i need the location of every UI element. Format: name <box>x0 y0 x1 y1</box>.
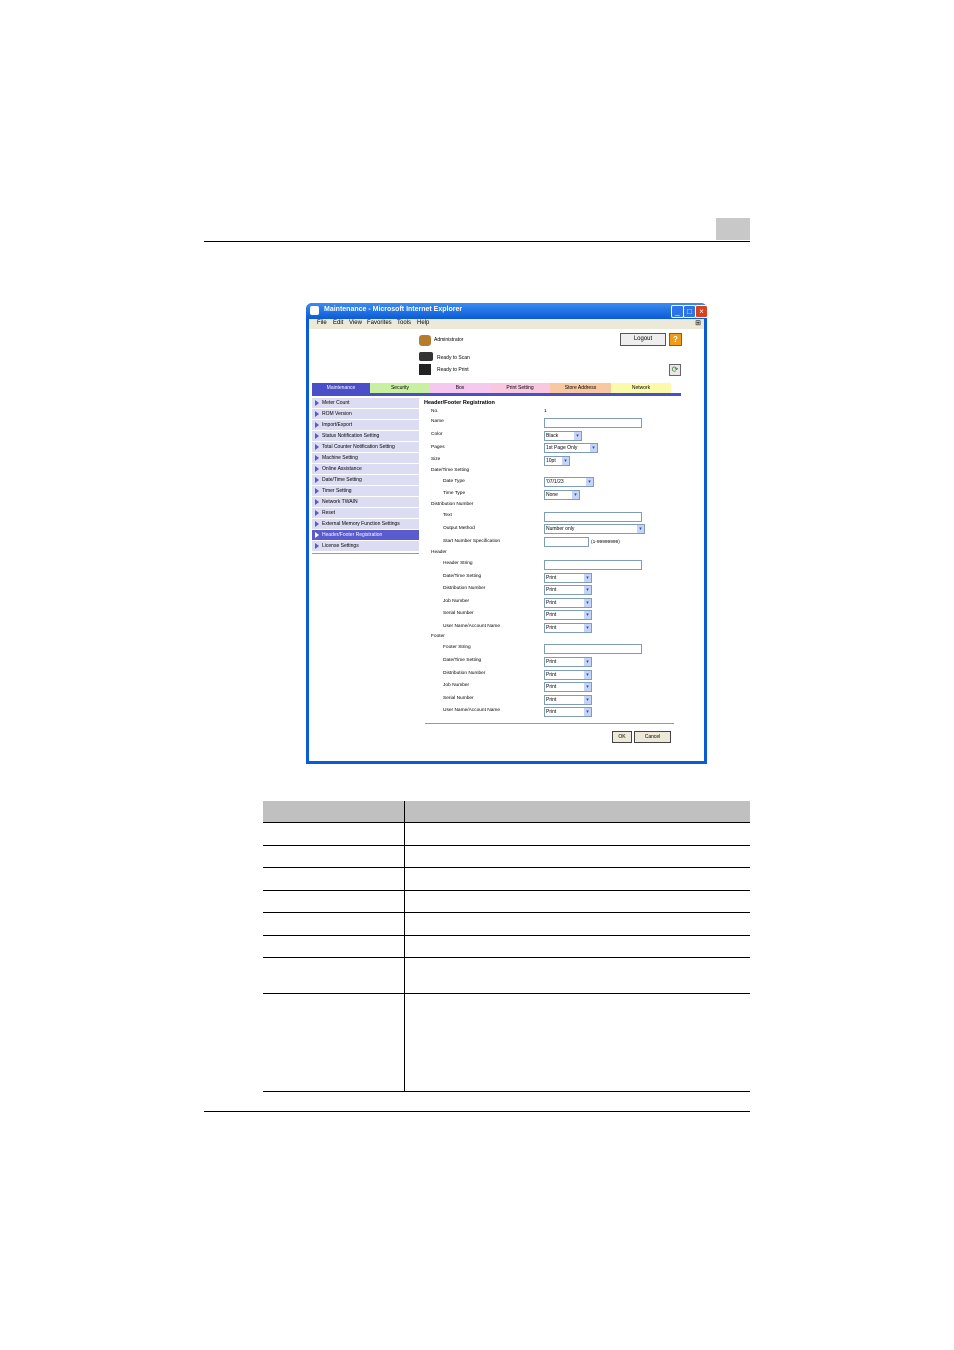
ok-button[interactable]: OK <box>612 731 632 743</box>
header-serial-number-select[interactable]: Print ▾ <box>544 610 592 620</box>
sidebar-item-import-export[interactable]: Import/Export <box>312 420 419 431</box>
footer-distribution-select[interactable]: Print ▾ <box>544 670 592 680</box>
footer-serial-number-label: Serial Number <box>443 696 474 701</box>
minimize-button[interactable]: _ <box>671 305 684 318</box>
header-distribution-select[interactable]: Print ▾ <box>544 585 592 595</box>
distribution-section: Distribution Number <box>431 502 474 507</box>
sidebar-item-online-assistance[interactable]: Online Assistance <box>312 464 419 475</box>
header-job-number-label: Job Number <box>443 599 470 604</box>
table-row <box>263 1091 750 1092</box>
table-row <box>263 845 750 846</box>
tab-network[interactable]: Network <box>611 383 671 393</box>
no-label: No. <box>431 409 439 414</box>
text-label: Text <box>443 513 452 518</box>
sidebar-item-rom-version[interactable]: ROM Version <box>312 409 419 420</box>
time-type-select[interactable]: None ▾ <box>544 490 580 500</box>
print-status: Ready to Print <box>437 367 469 373</box>
sidebar-item-total-counter[interactable]: Total Counter Notification Setting <box>312 442 419 453</box>
footer-user-name-label: User Name/Account Name <box>443 708 501 713</box>
refresh-icon[interactable]: ⟳ <box>669 364 681 376</box>
footer-job-number-select[interactable]: Print ▾ <box>544 682 592 692</box>
sidebar-item-meter-count[interactable]: Meter Count <box>312 398 419 409</box>
pages-label: Pages <box>431 445 445 450</box>
start-number-label: Start Number Specification <box>443 539 501 544</box>
start-number-range: (1-99999999) <box>591 540 620 545</box>
tab-store-address[interactable]: Store Address <box>550 383 611 393</box>
footer-section: Footer <box>431 634 445 639</box>
scanner-icon <box>419 352 433 361</box>
close-button[interactable]: × <box>695 305 707 318</box>
sidebar-item-header-footer[interactable]: Header/Footer Registration <box>312 530 419 541</box>
header-section: Header <box>431 550 447 555</box>
sidebar-item-license-settings[interactable]: License Settings <box>312 541 419 552</box>
time-type-label: Time Type <box>443 491 466 496</box>
header-string-label: Header String <box>443 561 473 566</box>
menu-bar <box>309 319 704 329</box>
web-content <box>309 329 704 761</box>
sidebar-divider <box>312 553 419 554</box>
scan-status: Ready to Scan <box>437 355 470 361</box>
footer-distribution-label: Distribution Number <box>443 671 486 676</box>
footer-rule <box>204 1111 750 1112</box>
sidebar-item-status-notification[interactable]: Status Notification Setting <box>312 431 419 442</box>
pages-select[interactable]: 1st Page Only ▾ <box>544 443 598 453</box>
size-label: Size <box>431 457 441 462</box>
sidebar-item-reset[interactable]: Reset <box>312 508 419 519</box>
color-label: Color <box>431 432 443 437</box>
header-date-time-label: Date/Time Setting <box>443 574 482 579</box>
sidebar-item-timer-setting[interactable]: Timer Setting <box>312 486 419 497</box>
table-row <box>263 912 750 913</box>
menu-help[interactable]: Help <box>417 320 430 326</box>
start-number-input[interactable] <box>544 537 589 547</box>
browser-window <box>306 303 707 764</box>
header-string-input[interactable] <box>544 560 642 570</box>
menu-file[interactable]: File <box>317 320 327 326</box>
logout-button[interactable]: Logout <box>620 333 666 346</box>
tab-print-setting[interactable]: Print Setting <box>490 383 550 393</box>
cancel-button[interactable]: Cancel <box>634 731 671 743</box>
windows-flag-icon: ⊞ <box>693 319 703 329</box>
sidebar-item-machine-setting[interactable]: Machine Setting <box>312 453 419 464</box>
name-input[interactable] <box>544 418 642 428</box>
date-type-select[interactable]: '07/1/23 ▾ <box>544 477 594 487</box>
text-input[interactable] <box>544 512 642 522</box>
header-date-time-select[interactable]: Print ▾ <box>544 573 592 583</box>
window-title: Maintenance - Microsoft Internet Explorer <box>324 306 463 313</box>
size-select[interactable]: 10pt ▾ <box>544 456 570 466</box>
footer-string-label: Footer String <box>443 645 471 650</box>
form-divider <box>425 723 674 724</box>
header-user-name-select[interactable]: Print ▾ <box>544 623 592 633</box>
table-row <box>263 935 750 936</box>
tab-underline <box>312 393 681 396</box>
sidebar-item-date-time[interactable]: Date/Time Setting <box>312 475 419 486</box>
maximize-button[interactable]: □ <box>683 305 696 318</box>
ie-app-icon <box>310 306 319 315</box>
table-row <box>263 890 750 891</box>
name-label: Name <box>431 419 444 424</box>
tab-box[interactable]: Box <box>430 383 490 393</box>
footer-user-name-select[interactable]: Print ▾ <box>544 707 592 717</box>
header-job-number-select[interactable]: Print ▾ <box>544 598 592 608</box>
administrator-label: Administrator <box>434 337 464 343</box>
header-user-name-label: User Name/Account Name <box>443 624 501 629</box>
footer-serial-number-select[interactable]: Print ▾ <box>544 695 592 705</box>
table-header <box>263 801 750 822</box>
menu-favorites[interactable]: Favorites <box>367 320 392 326</box>
footer-date-time-label: Date/Time Setting <box>443 658 482 663</box>
help-icon[interactable]: ? <box>669 333 682 346</box>
header-rule <box>204 241 750 242</box>
no-value: 1 <box>544 409 547 414</box>
menu-view[interactable]: View <box>349 320 362 326</box>
tab-maintenance[interactable]: Maintenance <box>312 383 370 393</box>
footer-job-number-label: Job Number <box>443 683 470 688</box>
form-title: Header/Footer Registration <box>424 400 495 406</box>
date-time-section: Date/Time Setting <box>431 468 470 473</box>
printer-icon <box>419 364 431 375</box>
menu-tools[interactable]: Tools <box>397 320 412 326</box>
color-select[interactable]: Black ▾ <box>544 431 582 441</box>
date-type-label: Date Type <box>443 479 465 484</box>
table-row <box>263 867 750 868</box>
table-row <box>263 957 750 958</box>
output-method-select[interactable]: Number only ▾ <box>544 524 645 534</box>
sidebar-item-external-memory[interactable]: External Memory Function Settings <box>312 519 419 530</box>
table-row <box>263 993 750 994</box>
footer-string-input[interactable] <box>544 644 642 654</box>
footer-date-time-select[interactable]: Print ▾ <box>544 657 592 667</box>
table-row <box>263 822 750 823</box>
output-method-label: Output Method <box>443 526 475 531</box>
header-distribution-label: Distribution Number <box>443 586 486 591</box>
menu-edit[interactable]: Edit <box>333 320 344 326</box>
chapter-marker <box>716 218 750 240</box>
tab-security[interactable]: Security <box>370 383 430 393</box>
administrator-icon <box>419 335 431 346</box>
header-serial-number-label: Serial Number <box>443 611 474 616</box>
sidebar-item-network-twain[interactable]: Network TWAIN <box>312 497 419 508</box>
